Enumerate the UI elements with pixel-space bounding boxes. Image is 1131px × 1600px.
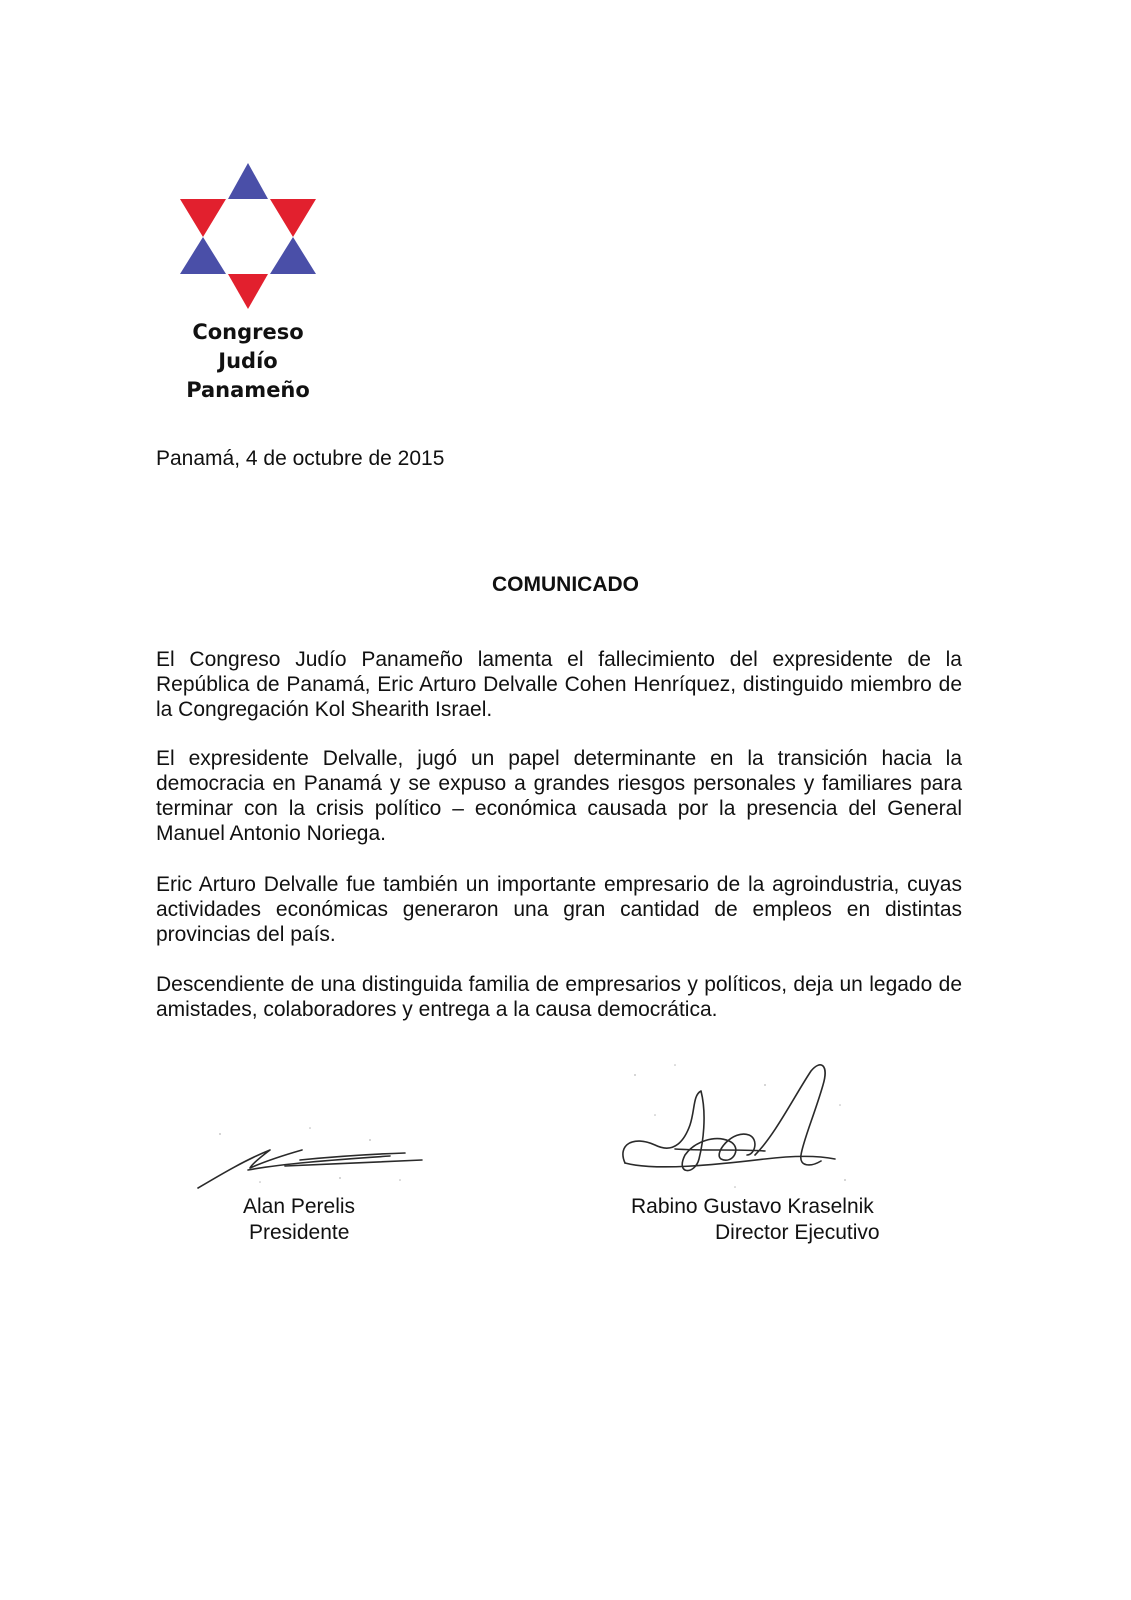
paragraph-4: Descendiente de una distinguida familia de empresarios y políticos, deja un legado de amistades, colaboradores y entrega a la causa democrática. [156, 973, 962, 1021]
logo-triangle-lower-left [180, 237, 226, 274]
logo-triangle-top [228, 163, 268, 199]
star-logo-icon [180, 163, 316, 309]
letter-date: Panamá, 4 de octubre de 2015 [156, 447, 445, 470]
paragraph-2: El expresidente Delvalle, jugó un papel determinante en la transición hacia la democracia en Panamá y se expuso a grandes riesgos personales y familiares para terminar con la crisis político – económica causada por la presencia del General Manuel Antonio Noriega. [156, 747, 962, 845]
signature-right-image [615, 1055, 855, 1195]
signatory-1-role: Presidente [249, 1221, 350, 1244]
logo-triangle-lower-right [270, 237, 316, 274]
logo-wordmark [150, 318, 346, 405]
logo-line-1: Congreso [192, 320, 304, 344]
paragraph-3: Eric Arturo Delvalle fue también un importante empresario de la agroindustria, cuyas actividades económicas generaron una gran cantidad de empleos en distintas provincias del país. [156, 873, 962, 946]
logo-line-2: Judío [218, 349, 278, 373]
signatory-1-name: Alan Perelis [243, 1195, 356, 1218]
signatory-2-name: Rabino Gustavo Kraselnik [631, 1195, 874, 1218]
logo-triangle-upper-left [180, 199, 226, 237]
paragraph-1: El Congreso Judío Panameño lamenta el fallecimiento del expresidente de la República de Panamá, Eric Arturo Delvalle Cohen Henríquez, distinguido miembro de la Congregación Kol Shearith Israel. [156, 648, 962, 721]
signatory-2-role: Director Ejecutivo [715, 1221, 880, 1244]
signature-left-image [190, 1120, 440, 1195]
letter-title: COMUNICADO [492, 573, 639, 596]
logo-line-3: Panameño [186, 378, 310, 402]
logo-triangle-bottom [228, 274, 268, 309]
logo-triangle-upper-right [270, 199, 316, 237]
